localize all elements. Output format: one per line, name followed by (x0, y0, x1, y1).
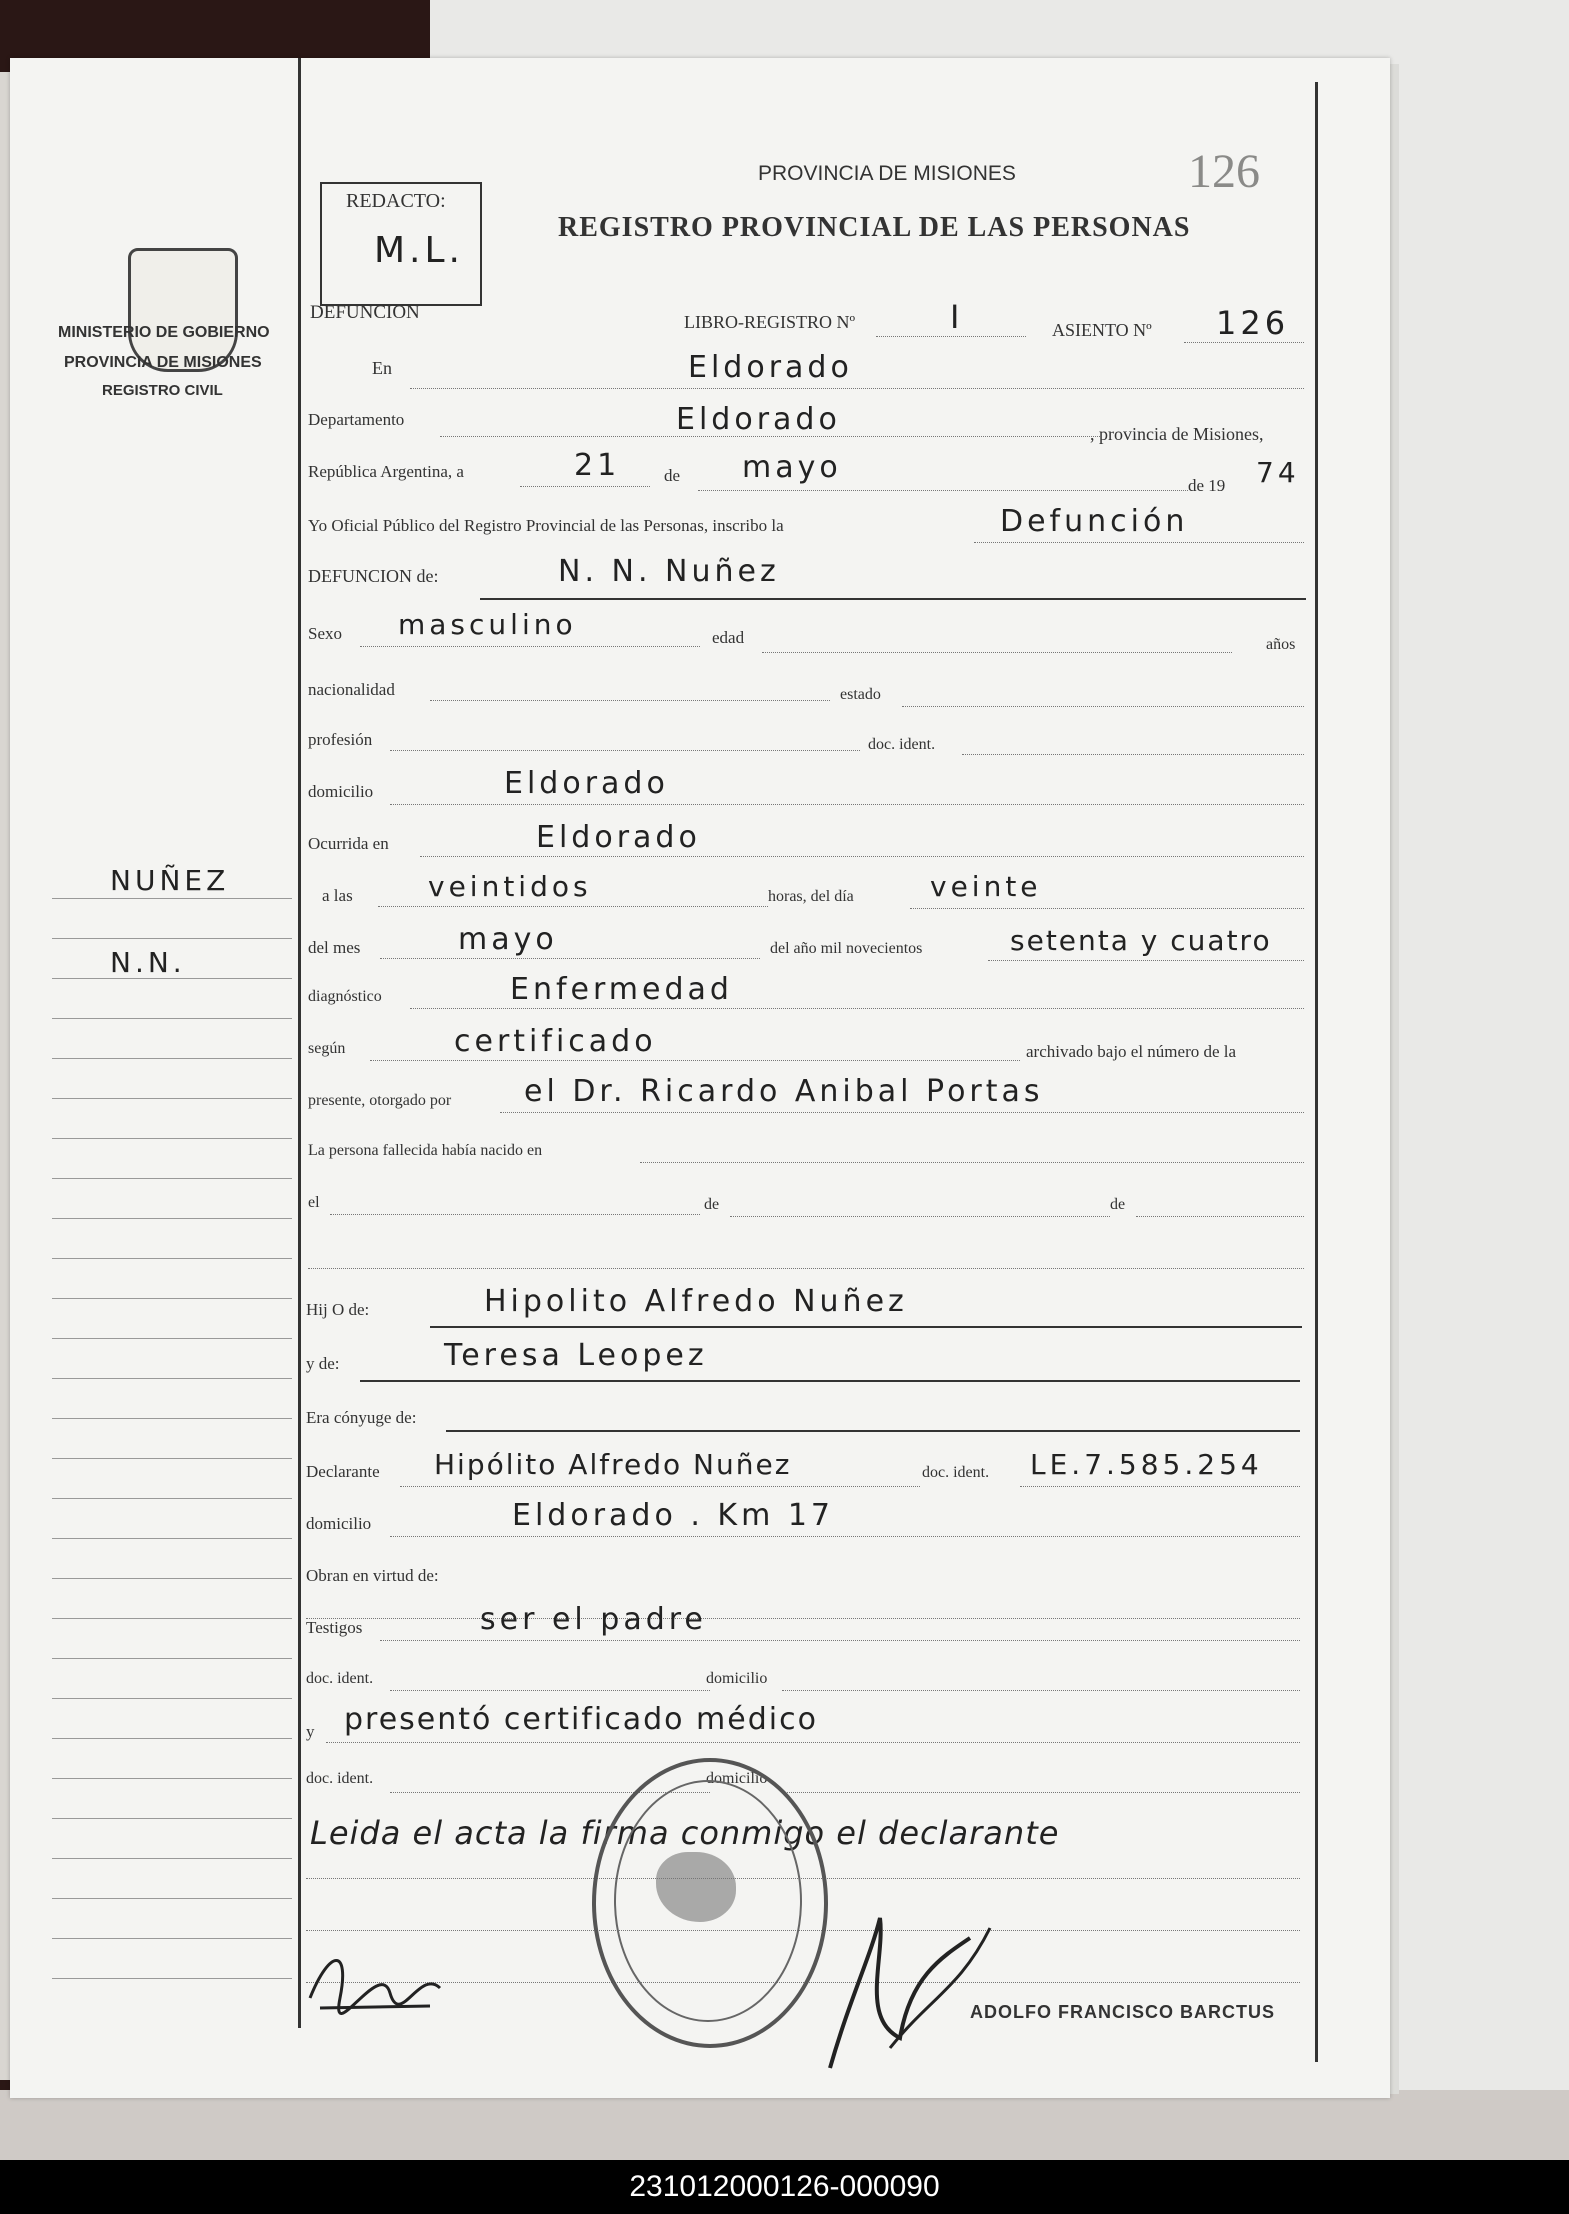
margin-rule-line (52, 1978, 292, 1979)
estado-label: estado (840, 686, 881, 703)
en-label: En (372, 358, 392, 378)
margin-rule-line (52, 1298, 292, 1299)
libro-label: LIBRO-REGISTRO Nº (684, 312, 856, 332)
year-label: de 19 (1188, 476, 1226, 495)
nacido-label: La persona fallecida había nacido en (308, 1142, 543, 1159)
anos-label: años (1266, 636, 1296, 653)
a-las-value: veintidos (428, 870, 592, 903)
day-value: 21 (574, 448, 621, 483)
ministry-line1: MINISTERIO DE GOBIERNO (58, 324, 270, 341)
margin-rule-line (52, 1098, 292, 1099)
profesion-label: profesión (308, 730, 373, 749)
domicilio-value: Eldorado (504, 766, 669, 801)
margin-rule-line (52, 898, 292, 899)
de2-label: de (1110, 1196, 1126, 1213)
oficial-value: Defunción (1000, 504, 1189, 539)
segun-label: según (308, 1040, 346, 1057)
margin-rule-line (52, 1778, 292, 1779)
del-mes-label: del mes (308, 938, 361, 957)
asiento-value: 126 (1216, 304, 1290, 342)
hijo-label: Hij O de: (306, 1300, 370, 1319)
declarante-value: Hipólito Alfredo Nuñez (434, 1448, 792, 1481)
document-page (10, 58, 1390, 2098)
oficial-label: Yo Oficial Público del Registro Provincial de las Personas, inscribo la (308, 516, 784, 535)
redacto-box (320, 182, 482, 306)
y-value: presentó certificado médico (344, 1702, 818, 1737)
registry-title: REGISTRO PROVINCIAL DE LAS PERSONAS (558, 212, 1191, 243)
decl-domicilio-label: domicilio (306, 1514, 372, 1533)
margin-rule-line (52, 1898, 292, 1899)
margin-rule-line (52, 1218, 292, 1219)
a-las-label: a las (322, 886, 353, 905)
decl-doc-value: LE.7.585.254 (1030, 1448, 1263, 1481)
margin-rule-line (52, 1658, 292, 1659)
obran-label: Obran en virtud de: (306, 1566, 439, 1585)
departamento-label: Departamento (308, 410, 405, 429)
province-heading: PROVINCIA DE MISIONES (758, 162, 1016, 185)
anio-label: del año mil novecientos (770, 940, 923, 957)
anio-value: setenta y cuatro (1010, 924, 1272, 957)
asiento-label: ASIENTO Nº (1052, 320, 1152, 340)
edad-label: edad (712, 628, 745, 647)
dia-value: veinte (930, 870, 1042, 903)
republica-label: República Argentina, a (308, 462, 464, 481)
margin-rule-line (52, 1578, 292, 1579)
del-mes-value: mayo (458, 922, 558, 957)
diagnostico-value: Enfermedad (510, 972, 733, 1007)
segun-value: certificado (454, 1024, 657, 1059)
y-label: y (306, 1722, 315, 1741)
defuncion-de-value: N. N. Nuñez (558, 554, 780, 589)
ocurrida-label: Ocurrida en (308, 834, 389, 853)
presente-value: el Dr. Ricardo Anibal Portas (524, 1074, 1044, 1109)
month-value: mayo (742, 450, 842, 485)
ministry-line3: REGISTRO CIVIL (102, 382, 223, 399)
margin-rule-line (52, 1418, 292, 1419)
doc-ident2-label: doc. ident. (306, 1670, 374, 1687)
margin-rule-line (52, 1138, 292, 1139)
margin-rule-line (52, 1378, 292, 1379)
domicilio2-label: domicilio (706, 1670, 768, 1687)
margin-rule-line (52, 1858, 292, 1859)
signature-left-icon (300, 1938, 450, 2018)
sexo-label: Sexo (308, 624, 342, 643)
signature-right-icon (790, 1898, 1050, 2078)
margin-surname: NUÑEZ (110, 864, 230, 897)
margin-rule-line (52, 1258, 292, 1259)
background-bottom (0, 2090, 1569, 2160)
provincia-label: , provincia de Misiones, (1090, 424, 1264, 444)
decl-doc-label: doc. ident. (922, 1464, 990, 1481)
ministry-line2: PROVINCIA DE MISIONES (64, 354, 262, 371)
ocurrida-value: Eldorado (536, 820, 701, 855)
departamento-value: Eldorado (676, 402, 841, 437)
official-name: ADOLFO FRANCISCO BARCTUS (970, 2002, 1275, 2022)
de-label: de (664, 466, 681, 485)
margin-names: N.N. (110, 946, 186, 979)
libro-value: I (950, 298, 964, 336)
margin-rule-line (52, 1618, 292, 1619)
record-type: DEFUNCION (310, 302, 420, 323)
y-de-label: y de: (306, 1354, 340, 1373)
en-value: Eldorado (688, 350, 853, 385)
margin-rule-line (52, 1698, 292, 1699)
page-number: 126 (1188, 145, 1260, 198)
diagnostico-label: diagnóstico (308, 988, 382, 1005)
declarante-label: Declarante (306, 1462, 380, 1481)
margin-rule-line (52, 1738, 292, 1739)
margin-rule-line (52, 1818, 292, 1819)
conyuge-label: Era cónyuge de: (306, 1408, 417, 1427)
margin-rule-line (52, 1458, 292, 1459)
sexo-value: masculino (398, 608, 577, 641)
margin-rule-line (52, 1058, 292, 1059)
testigos-label: Testigos (306, 1618, 363, 1637)
testigos-value: ser el padre (480, 1602, 707, 1637)
y-de-value: Teresa Leopez (444, 1338, 708, 1373)
defuncion-de-label: DEFUNCION de: (308, 566, 439, 586)
de1-label: de (704, 1196, 720, 1213)
el-label: el (308, 1194, 320, 1211)
margin-rule-line (52, 1018, 292, 1019)
leida-value: Leida el acta la firma conmigo el declarante (310, 1814, 1060, 1852)
doc-ident3-label: doc. ident. (306, 1770, 374, 1787)
margin-rule-line (52, 978, 292, 979)
archivado-label: archivado bajo el número de la (1026, 1042, 1237, 1061)
horas-label: horas, del día (768, 888, 854, 905)
redacto-value: M.L. (374, 230, 465, 271)
margin-rule-line (52, 1178, 292, 1179)
domicilio-label: domicilio (308, 782, 374, 801)
margin-rule-line (52, 1938, 292, 1939)
domicilio3-label: domicilio (706, 1770, 768, 1787)
nacionalidad-label: nacionalidad (308, 680, 395, 699)
hijo-value: Hipolito Alfredo Nuñez (484, 1284, 908, 1319)
year-value: 74 (1256, 456, 1300, 489)
image-id-footer: 231012000126-000090 (0, 2160, 1569, 2214)
redacto-label: REDACTO: (346, 190, 446, 212)
margin-rule-line (52, 1338, 292, 1339)
margin-rule-line (52, 1538, 292, 1539)
presente-label: presente, otorgado por (308, 1092, 452, 1109)
doc-ident-label: doc. ident. (868, 736, 936, 753)
right-rule (1315, 82, 1318, 2062)
margin-rule (298, 58, 301, 2028)
margin-rule-line (52, 1498, 292, 1499)
margin-rule-line (52, 938, 292, 939)
decl-domicilio-value: Eldorado . Km 17 (512, 1498, 835, 1533)
